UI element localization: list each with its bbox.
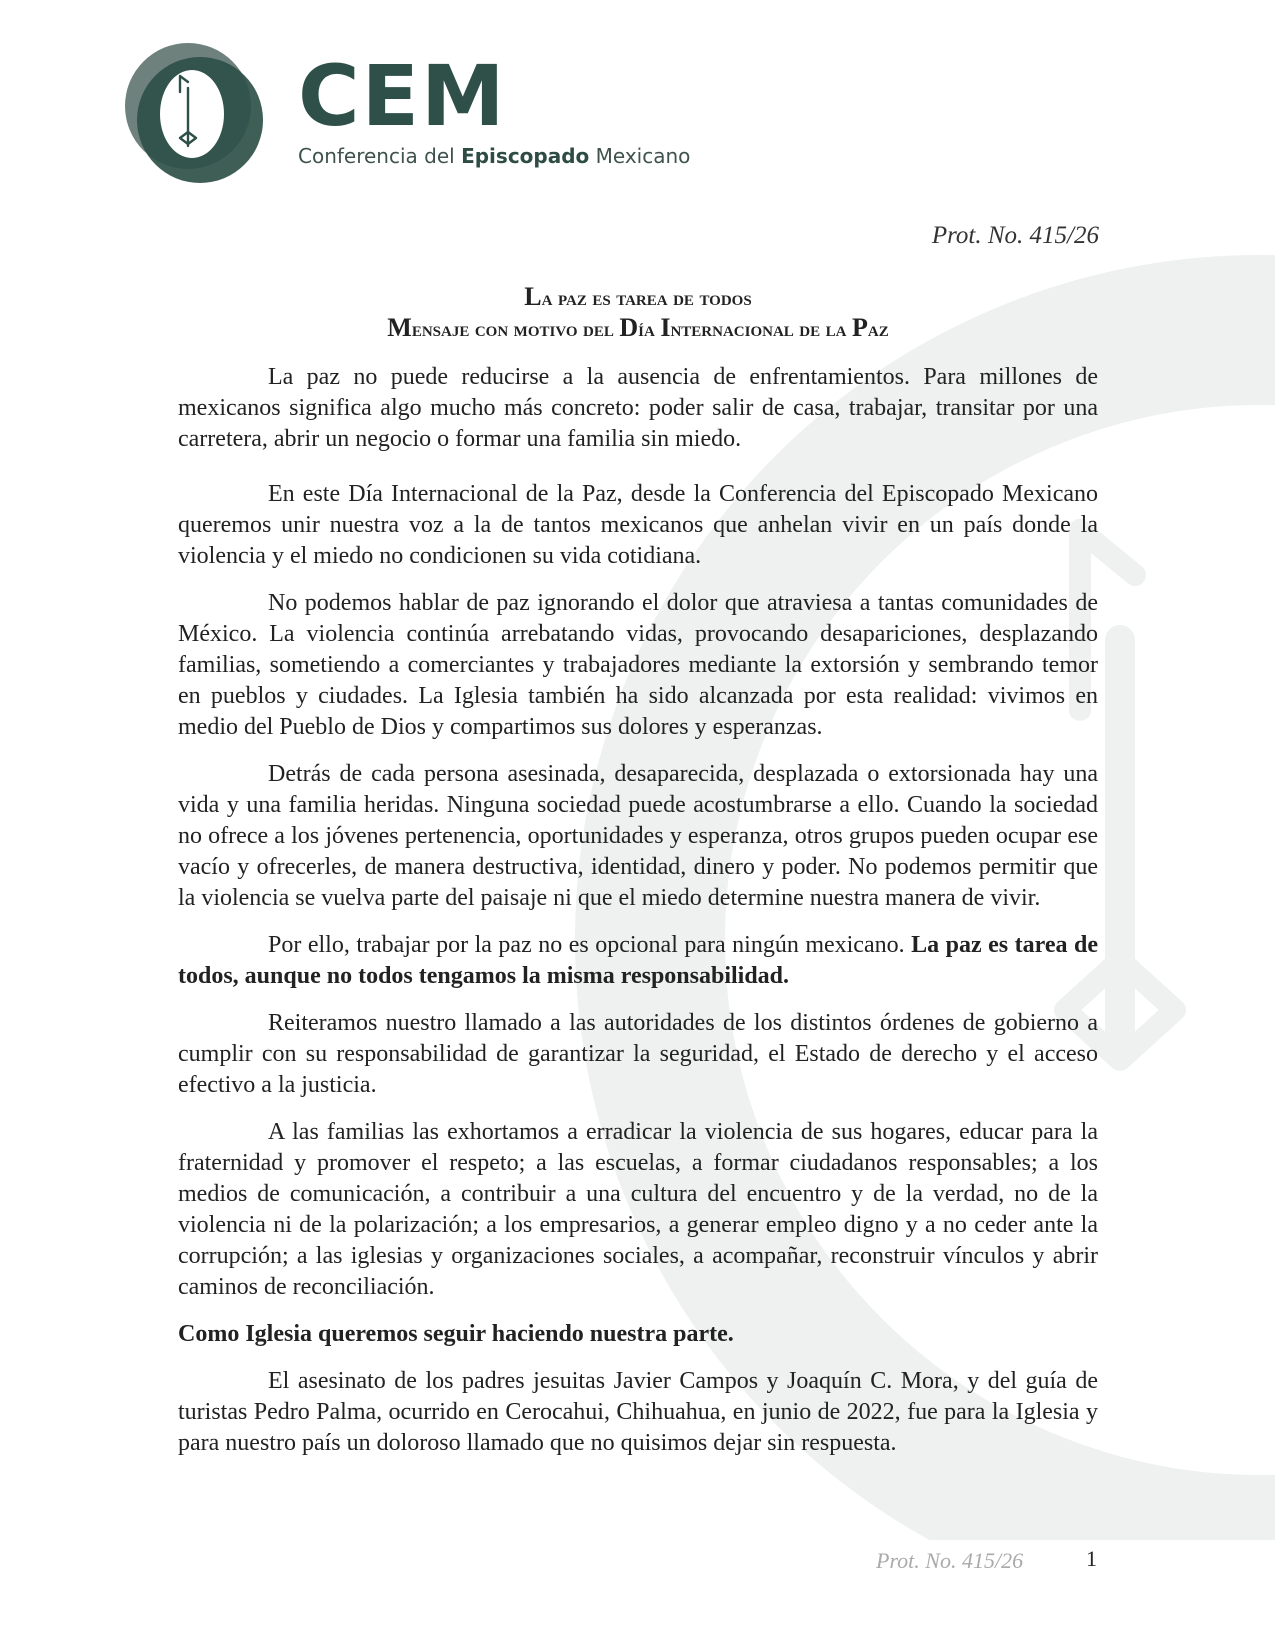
paragraph-6: Reiteramos nuestro llamado a las autoridades de los distintos órdenes de gobierno a cumplir con su responsabilidad de garantizar la seguridad, el Estado de derecho y el acceso efectivo a la justicia. bbox=[178, 1010, 1098, 1098]
protocol-number: Prot. No. 415/26 bbox=[931, 222, 1099, 249]
paragraph-9: El asesinato de los padres jesuitas Javier Campos y Joaquín C. Mora, y del guía de turistas Pedro Palma, ocurrido en Cerocahui, Chihuahua, en junio de 2022, fue para la Iglesia y para nuestro país un doloroso llamado que no quisimos dejar sin respuesta. bbox=[178, 1368, 1098, 1456]
logo-full-name bbox=[298, 144, 690, 168]
footer-protocol: Prot. No. 415/26 bbox=[876, 1548, 1024, 1573]
logo-name-post: Mexicano bbox=[589, 144, 691, 168]
logo-name-pre: Conferencia del bbox=[298, 144, 462, 168]
paragraph-3: No podemos hablar de paz ignorando el dolor que atraviesa a tantas comunidades de México. La violencia continúa arrebatando vidas, provocando desapariciones, desplazando familias, sometiendo a comerciantes y trabajadores mediante la extorsión y sembrando temor en pueblos y ciudades. La Iglesia también ha sido alcanzada por esta realidad: vivimos en medio del Pueblo de Dios y compartimos sus dolores y esperanzas. bbox=[178, 590, 1098, 740]
paragraph-1: La paz no puede reducirse a la ausencia de enfrentamientos. Para millones de mexicanos significa algo mucho más concreto: poder salir de casa, trabajar, transitar por una carretera, abrir un negocio o formar una familia sin miedo. bbox=[178, 364, 1098, 452]
logo-acronym: CEM bbox=[298, 47, 507, 145]
section-heading: Como Iglesia queremos seguir haciendo nuestra parte. bbox=[178, 1321, 734, 1347]
logo-name-bold: Episcopado bbox=[461, 144, 590, 168]
cem-logo-icon bbox=[116, 34, 276, 194]
document-title bbox=[178, 282, 1098, 344]
logo-text bbox=[298, 47, 691, 168]
paragraph-7: A las familias las exhortamos a erradicar la violencia de sus hogares, educar para la fraternidad y promover el respeto; a las escuelas, a formar ciudadanos responsables; a los medios de comunicación, a contribuir a una cultura del encuentro y de la verdad, no de la violencia ni de la polarización; a los empresarios, a generar empleo digno y a no ceder ante la corrupción; a las iglesias y organizaciones sociales, a acompañar, reconstruir vínculos y abrir caminos de reconciliación. bbox=[178, 1119, 1098, 1300]
paragraph-2: En este Día Internacional de la Paz, desde la Conferencia del Episcopado Mexicano queremos unir nuestra voz a la de tantos mexicanos que anhelan vivir en un país donde la violencia y el miedo no condicionen su vida cotidiana. bbox=[178, 481, 1098, 569]
document-body bbox=[178, 362, 1098, 1475]
title-line-1: La paz es tarea de todos bbox=[524, 282, 752, 311]
title-line-2: Mensaje con motivo del Día Internacional de la Paz bbox=[387, 313, 889, 342]
paragraph-4: Detrás de cada persona asesinada, desaparecida, desplazada o extorsionada hay una vida y una familia heridas. Ninguna sociedad puede acostumbrarse a ello. Cuando la sociedad no ofrece a los jóvenes pertenencia, oportunidades y esperanza, otros grupos pueden ocupar ese vacío y ofrecerles, de manera destructiva, identidad, dinero y poder. No podemos permitir que la violencia se vuelva parte del paisaje ni que el miedo determine nuestra manera de vivir. bbox=[178, 761, 1098, 911]
paragraph-5: Por ello, trabajar por la paz no es opcional para ningún mexicano. La paz es tarea de todos, aunque no todos tengamos la misma responsabilidad. bbox=[178, 932, 1098, 989]
page-number: 1 bbox=[1086, 1546, 1097, 1571]
paragraph-5-emphasis: La paz es tarea de todos, aunque no todos tengamos la misma responsabilidad. bbox=[178, 932, 1098, 989]
